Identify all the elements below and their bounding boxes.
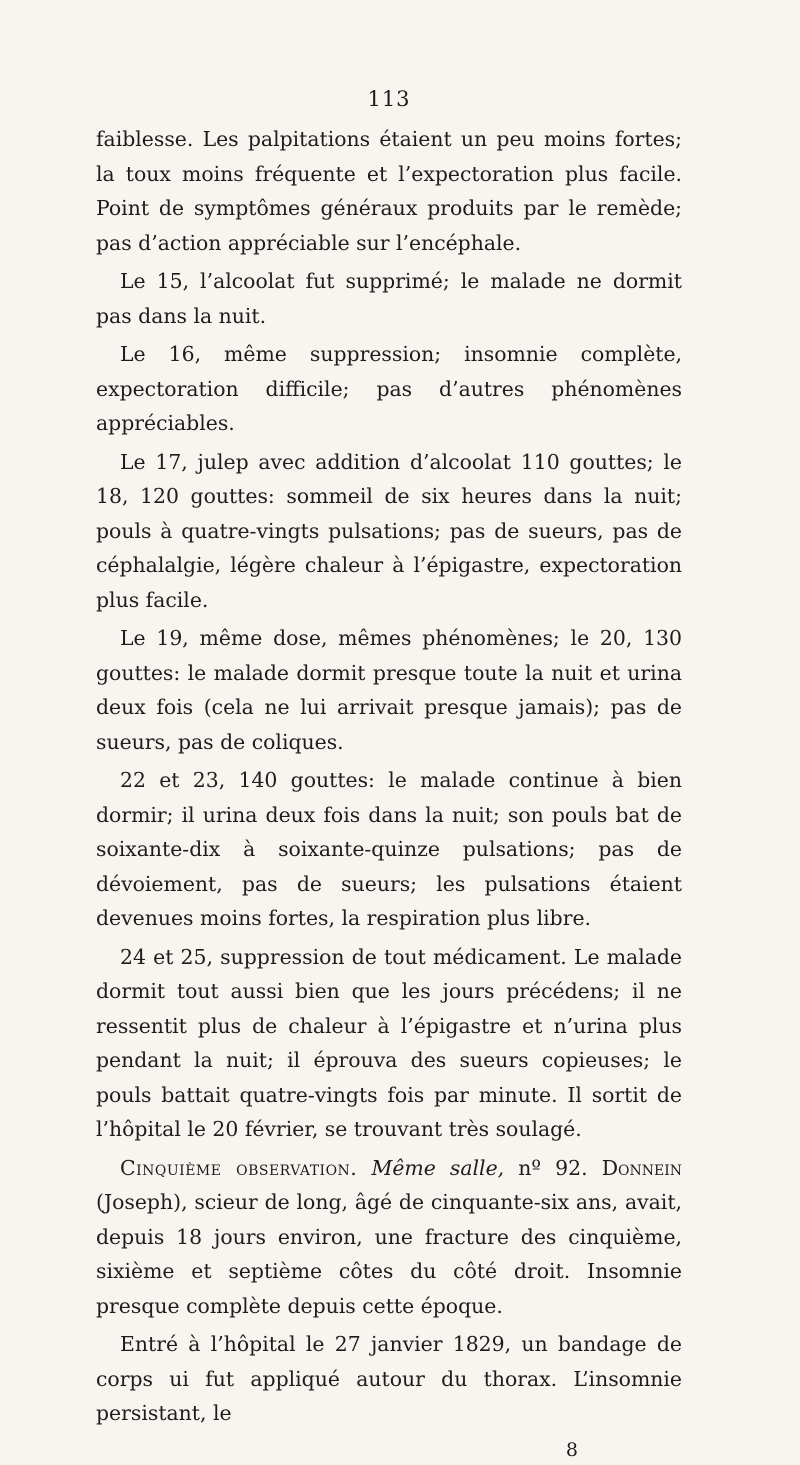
page-number: 113 <box>367 87 411 111</box>
paragraph-day-19-20: Le 19, même dose, mêmes phénomènes; le 20, 130 gouttes: le malade dormit presque toute la nuit et urina deux fois (cela ne lui arrivait presque jamais); pas de sueurs, pas de coliques. <box>96 626 682 754</box>
book-page <box>96 82 682 1465</box>
observation-bed: nº 92. <box>518 1155 588 1180</box>
observation-heading: Cinquième observation. <box>120 1155 358 1180</box>
paragraph-day-17-18: Le 17, julep avec addition d’alcoolat 110 gouttes; le 18, 120 gouttes: sommeil de six heures dans la nuit; pouls à quatre-vingts pulsations; pas de sueurs, pas de céphalalgie, légère chaleur à l’épigastre, expectoration plus facile. <box>96 449 682 612</box>
signature-mark: 8 <box>565 1438 578 1461</box>
observation-paragraph <box>96 1151 682 1324</box>
paragraph-admission: Entré à l’hôpital le 27 janvier 1829, un bandage de corps ui fut appliqué autour du thorax. L’insomnie persistant, le <box>96 1332 682 1425</box>
paragraph-continuation: faiblesse. Les palpitations étaient un peu moins fortes; la toux moins fréquente et l’expectoration plus facile. Point de symptômes généraux produits par le remède; pas d’action appréciable sur l’encéphale. <box>96 127 682 255</box>
paragraph-day-15: Le 15, l’alcoolat fut supprimé; le malade ne dormit pas dans la nuit. <box>96 269 682 328</box>
paragraph-day-24-25: 24 et 25, suppression de tout médicament. Le malade dormit tout aussi bien que les jours précédens; il ne ressentit plus de chaleur à l’épigastre et n’urina plus pendant la nuit; il éprouva des sueurs copieuses; le pouls battait quatre-vingts fois par minute. Il sortit de l’hôpital le 20 février, se trouvant très soulagé. <box>96 944 682 1141</box>
observation-ward: Même salle, <box>371 1155 505 1180</box>
patient-name: Donnein <box>601 1155 683 1180</box>
observation-text: (Joseph), scieur de long, âgé de cinquante-six ans, avait, depuis 18 jours environ, une fracture des cinquième, sixième et septième côtes du côté droit. Insomnie presque complète depuis cette époque. <box>96 1190 682 1318</box>
paragraph-day-16: Le 16, même suppression; insomnie complète, expectoration difficile; pas d’autres phénomènes appréciables. <box>96 342 682 435</box>
paragraph-day-22-23: 22 et 23, 140 gouttes: le malade continue à bien dormir; il urina deux fois dans la nuit; son pouls bat de soixante-dix à soixante-quinze pulsations; pas de dévoiement, pas de sueurs; les pulsations étaient devenues moins fortes, la respiration plus libre. <box>96 768 682 930</box>
